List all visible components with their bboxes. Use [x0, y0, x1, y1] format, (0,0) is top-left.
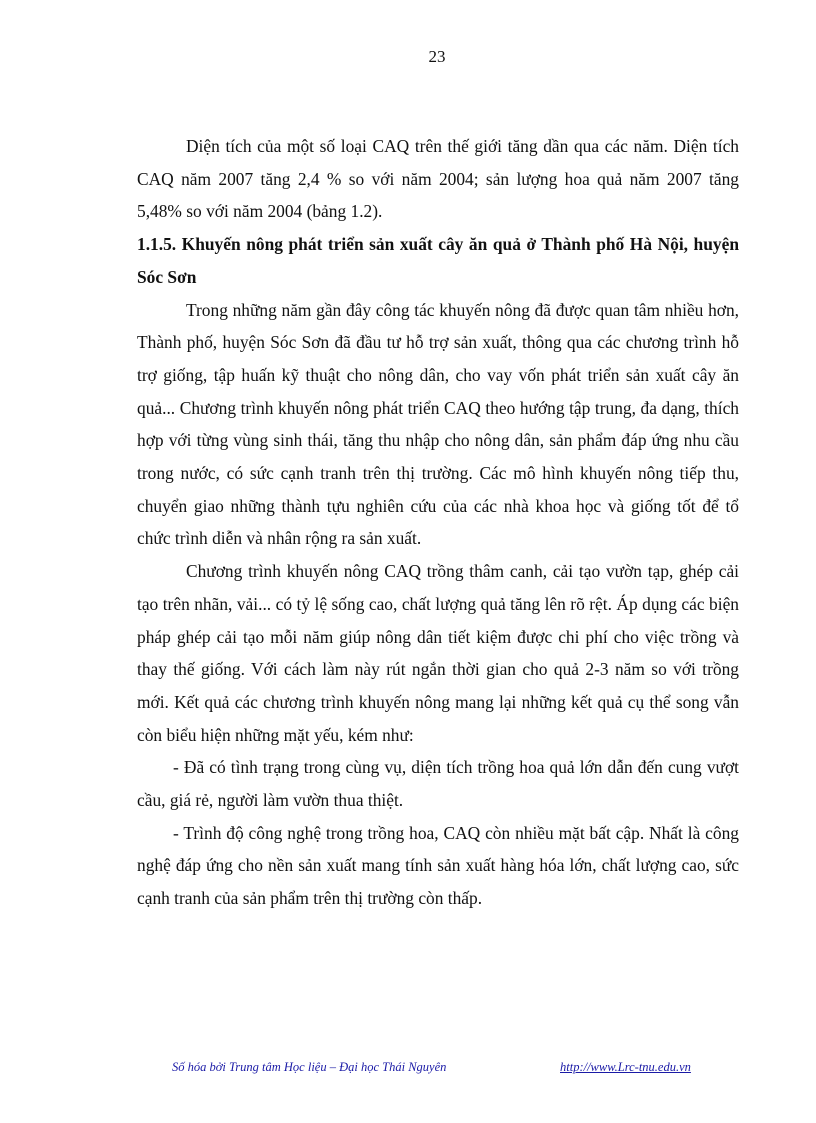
bullet-item-oversupply: - Đã có tình trạng trong cùng vụ, diện tích trồng hoa quả lớn dẫn đến cung vượt cầu, giá rẻ, người làm vườn thua thiệt. — [137, 757, 739, 811]
paragraph-area-growth: Diện tích của một số loại CAQ trên thế giới tăng dần qua các năm. Diện tích CAQ năm 2007 tăng 2,4 % so với năm 2004; sản lượng hoa quả năm 2007 tăng 5,48% so với năm 2004 (bảng 1.2). — [137, 136, 739, 222]
document-body — [137, 130, 739, 915]
paragraph-extension-overview: Trong những năm gần đây công tác khuyến nông đã được quan tâm nhiều hơn, Thành phố, huyện Sóc Sơn đã đầu tư hỗ trợ sản xuất, thông qua các chương trình hỗ trợ giống, tập huấn kỹ thuật cho nông dân, cho vay vốn phát triển sản xuất cây ăn quả... Chương trình khuyến nông phát triển CAQ theo hướng tập trung, đa dạng, thích hợp với từng vùng sinh thái, tăng thu nhập cho nông dân, sản phẩm đáp ứng nhu cầu trong nước, có sức cạnh tranh trên thị trường. Các mô hình khuyến nông tiếp thu, chuyển giao những thành tựu nghiên cứu của các nhà khoa học và giống tốt để tổ chức trình diễn và nhân rộng ra sản xuất. — [137, 299, 739, 549]
page-number: 23 — [428, 47, 446, 66]
footer-credit: Số hóa bởi Trung tâm Học liệu – Đại học Thái Nguyên — [172, 1060, 447, 1074]
section-heading: 1.1.5. Khuyến nông phát triển sản xuất cây ăn quả ở Thành phố Hà Nội, huyện Sóc Sơn — [137, 234, 739, 287]
paragraph-extension-program: Chương trình khuyến nông CAQ trồng thâm canh, cải tạo vườn tạp, ghép cải tạo trên nhãn, vải... có tỷ lệ sống cao, chất lượng quả tăng lên rõ rệt. Áp dụng các biện pháp ghép cải tạo mỗi năm giúp nông dân tiết kiệm được chi phí cho việc trồng và thay thế giống. Với cách làm này rút ngắn thời gian cho quả 2-3 năm so với trồng mới. Kết quả các chương trình khuyến nông mang lại những kết quả cụ thể song vẫn còn biểu hiện những mặt yếu, kém như: — [137, 561, 739, 745]
footer-link[interactable]: http://www.Lrc-tnu.edu.vn — [560, 1060, 691, 1074]
bullet-item-technology: - Trình độ công nghệ trong trồng hoa, CAQ còn nhiều mặt bất cập. Nhất là công nghệ đáp ứng cho nền sản xuất mang tính sản xuất hàng hóa lớn, chất lượng cao, sức cạnh tranh của sản phẩm trên thị trường còn thấp. — [137, 822, 739, 909]
